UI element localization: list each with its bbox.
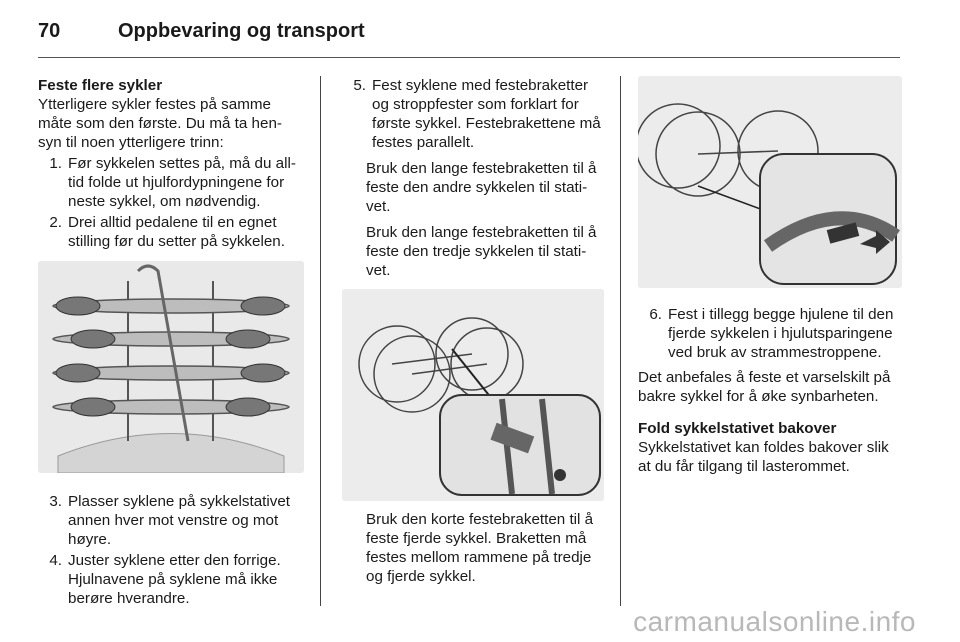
list-text: Juster syklene etter den forrige. Hjulnavene på syklene må ikke berøre hverandre.	[68, 552, 281, 607]
paragraph: Bruk den lange festebraketten til å feste den tredje sykkelen til stati-vet.	[366, 224, 597, 279]
paragraph: Sykkelstativet kan foldes bakover slik at du får tilgang til lasterommet.	[638, 439, 889, 475]
list-text: Fest i tillegg begge hjulene til den fjerde sykkelen i hjulutsparingene ved bruk av strammestroppene.	[668, 306, 894, 361]
intro-paragraph: Ytterligere sykler festes på samme måte som den første. Du må ta hen-syn til noen ytterligere trinn:	[38, 96, 282, 151]
list-text: Fest syklene med festebraketter og stroppfester som forklart for første sykkel. Festebrakettene må festes parallelt.	[372, 77, 601, 151]
list-number: 5.	[353, 77, 366, 94]
list-item	[38, 154, 304, 211]
paragraph: Det anbefales å feste et varselskilt på bakre sykkel for å øke synbarheten.	[638, 369, 891, 405]
list-number: 4.	[49, 552, 62, 569]
list-number: 3.	[49, 493, 62, 510]
column-divider-1	[320, 76, 321, 606]
figure-bikes-top-view	[38, 261, 304, 473]
list-number: 2.	[49, 214, 62, 231]
paragraph: Bruk den lange festebraketten til å feste den andre sykkelen til stati-vet.	[366, 160, 597, 215]
column-1	[38, 76, 304, 608]
page-number: 70	[38, 20, 61, 42]
page-header	[38, 20, 365, 50]
list-text: Før sykkelen settes på, må du all-tid folde ut hjulfordypningene for neste sykkel, om nødvendig.	[68, 155, 296, 210]
paragraph: Bruk den korte festebraketten til å feste fjerde sykkel. Braketten må festes mellom rammene på tredje og fjerde sykkel.	[366, 511, 594, 585]
list-item	[342, 76, 604, 152]
list-text: Plasser syklene på sykkelstativet annen hver mot venstre og mot høyre.	[68, 493, 290, 548]
section-heading-fold-rack: Fold sykkelstativet bakover	[638, 420, 837, 437]
list-number: 6.	[649, 306, 662, 323]
section-heading-multiple-bikes: Feste flere sykler	[38, 77, 163, 94]
list-item	[38, 213, 304, 251]
list-text: Drei alltid pedalene til en egnet stilling før du setter på sykkelen.	[68, 214, 285, 250]
list-item	[638, 305, 902, 362]
figure-bracket-detail	[342, 289, 604, 501]
list-number: 1.	[49, 155, 62, 172]
list-item	[38, 492, 304, 549]
column-2	[342, 76, 604, 586]
figure-strap-detail	[638, 76, 902, 288]
header-rule	[38, 57, 900, 58]
watermark: carmanualsonline.info	[633, 606, 916, 637]
list-item	[38, 551, 304, 608]
column-divider-2	[620, 76, 621, 606]
page-title: Oppbevaring og transport	[118, 20, 365, 42]
column-3	[638, 76, 902, 476]
